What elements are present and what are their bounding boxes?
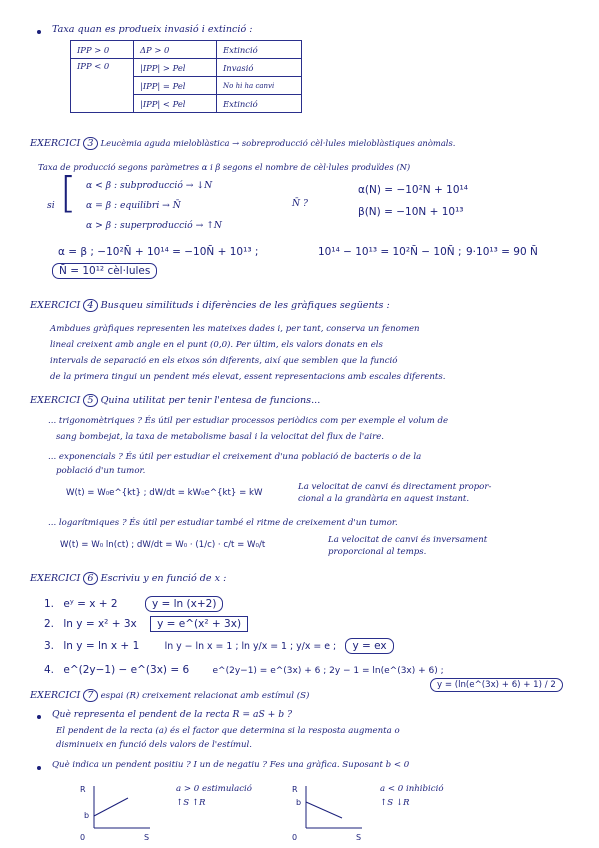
ex5-log-1: ... logarítmiques ? És útil per estudiar també el ritme de creixement d'un tumor. — [48, 518, 398, 528]
table-row — [71, 41, 302, 59]
ex3-calc-2: 10¹⁴ − 10¹³ = 10²N̄ − 10N̄ ; — [318, 246, 462, 258]
item-equation: e^(2y−1) − e^(3x) = 6 — [63, 664, 190, 676]
ex3-calc-1: α = β ; −10²N̄ + 10¹⁴ = −10N̄ + 10¹³ ; — [58, 246, 259, 258]
ex5-number: 5 — [83, 394, 97, 407]
table-cell: |IPP| = Pel — [134, 77, 217, 95]
axis-label-r: R — [80, 785, 86, 794]
ex7-title: espai (R) creixement relacionat amb estímul (S) — [100, 691, 310, 701]
response-line — [306, 802, 342, 818]
ex5-title: Quina utilitat per tenir l'entesa de funcions... — [100, 395, 321, 406]
ex3-calc-3: 9·10¹³ = 90 N̄ — [466, 246, 538, 258]
table-cell: IPP > 0 — [71, 41, 134, 59]
ex3-title: Leucèmia aguda mieloblàstica → sobreproducció cèl·lules mieloblàstiques anòmals. — [100, 138, 456, 148]
ex5-log-note-1: La velocitat de canvi és inversament — [328, 535, 488, 545]
graph-1-arrows: ↑S ↑R — [176, 798, 206, 808]
ex5-exp-note-2: cional a la grandària en aquest instant. — [298, 494, 470, 504]
item-equation: ln y = ln x + 1 — [63, 640, 140, 652]
ex3-result — [52, 265, 157, 277]
ex3-beta-eq: β(N) = −10N + 10¹³ — [358, 206, 464, 218]
table-cell: |IPP| < Pel — [134, 95, 217, 113]
ex6-heading: EXERCICI — [30, 573, 81, 584]
ex5-exp-eq: W(t) = W₀e^{kt} ; dW/dt = kW₀e^{kt} = kW — [66, 488, 263, 498]
ex5-trig-1: ... trigonomètriques ? És útil per estudiar processos periòdics com per exemple el volum de — [48, 416, 449, 426]
ex3-alpha-eq: α(N) = −10²N + 10¹⁴ — [358, 184, 468, 196]
table-cell: |IPP| > Pel — [134, 59, 217, 77]
axis-label-o: 0 — [80, 833, 86, 842]
ex6-item-3 — [44, 640, 394, 652]
table-cell: Extinció — [217, 41, 302, 59]
ex3-nbar: N̄ ? — [292, 198, 308, 209]
ex4-number: 4 — [83, 299, 97, 312]
ex5-exp-2: població d'un tumor. — [56, 466, 146, 476]
item-answer: y = (ln(e^(3x) + 6) + 1) / 2 — [430, 678, 563, 692]
axis-label-s: S — [144, 833, 150, 842]
ex6-item-2 — [44, 618, 248, 630]
graph-positive-slope — [74, 780, 154, 842]
item-steps: ln y − ln x = 1 ; ln y/x = 1 ; y/x = e ; — [164, 641, 337, 652]
table-cell: No hi ha canvi — [217, 77, 302, 95]
ex4-heading: EXERCICI — [30, 300, 81, 311]
left-brace: [ — [60, 168, 77, 217]
ex5-heading: EXERCICI — [30, 395, 81, 406]
axis-label-b: b — [296, 798, 302, 807]
item-number: 1. — [44, 598, 55, 610]
ex7-answer-1-1: El pendent de la recta (a) és el factor que determina si la resposta augmenta o — [56, 726, 400, 736]
bullet — [37, 30, 41, 34]
ex7-heading-line — [30, 690, 309, 701]
ex3-subtitle: Taxa de producció segons paràmetres α i β segons el nombre de cèl·lules produïdes (N) — [38, 162, 411, 172]
item-answer: y = e^(x² + 3x) — [150, 616, 248, 632]
table-row — [71, 59, 302, 77]
item-number: 4. — [44, 664, 55, 676]
response-line — [94, 798, 128, 816]
intro-text: Taxa quan es produeix invasió i extinció : — [52, 24, 253, 35]
ex4-body-3: intervals de separació en els eixos són diferents, així que semblen que la funció — [50, 356, 398, 366]
ex4-body-2: lineal creixent amb angle en el punt (0,0). Per últim, els valors donats en els — [50, 340, 383, 350]
table-cell: IPP < 0 — [71, 59, 134, 113]
ex5-trig-2: sang bombejat, la taxa de metabolisme basal i la velocitat del flux de l'aire. — [56, 432, 385, 442]
ex4-body-4: de la primera tingui un pendent més elevat, essent representacions amb escales diferents. — [50, 372, 446, 382]
axis-label-b: b — [84, 811, 90, 820]
bullet — [37, 766, 41, 770]
axis-label-r: R — [292, 785, 298, 794]
ex4-body-1: Ambdues gràfiques representen les mateixes dades i, per tant, conserva un fenomen — [50, 324, 420, 334]
bullet — [37, 715, 41, 719]
ex6-item-4-answer — [430, 680, 563, 690]
ex3-case-2: α = β : equilibri → N̄ — [86, 200, 181, 211]
ex7-question-2: Què indica un pendent positiu ? I un de negatiu ? Fes una gràfica. Suposant b < 0 — [52, 760, 410, 770]
graph-2-arrows: ↑S ↓R — [380, 798, 410, 808]
table-cell: Invasió — [217, 59, 302, 77]
ipp-table — [70, 40, 302, 113]
ex5-exp-note-1: La velocitat de canvi és directament propor- — [298, 482, 492, 492]
ex7-heading: EXERCICI — [30, 690, 81, 701]
ex7-answer-1-2: disminueix en funció dels valors de l'estímul. — [56, 740, 253, 750]
table-cell: Extinció — [217, 95, 302, 113]
ex6-item-1 — [44, 598, 223, 610]
ex7-question-1: Què representa el pendent de la recta R = aS + b ? — [52, 709, 293, 720]
ex5-heading-line — [30, 395, 320, 406]
item-number: 3. — [44, 640, 55, 652]
table-cell: ΔP > 0 — [134, 41, 217, 59]
graph-1-label: a > 0 estimulació — [176, 784, 252, 794]
ex4-heading-line — [30, 300, 390, 311]
ex4-title: Busqueu similituds i diferències de les gràfiques següents : — [100, 300, 390, 311]
ex3-case-1: α < β : subproducció → ↓N — [86, 180, 213, 191]
ex3-si: si — [47, 200, 55, 211]
ex3-number: 3 — [83, 137, 97, 150]
ex6-number: 6 — [83, 572, 97, 585]
ex3-result-box: N̄ = 10¹² cèl·lules — [52, 263, 157, 279]
axis-label-o: 0 — [292, 833, 298, 842]
ex5-exp-1: ... exponencials ? És útil per estudiar el creixement d'una població de bacteris o de la — [48, 452, 422, 462]
axis-label-s: S — [356, 833, 362, 842]
ex5-log-eq: W(t) = W₀ ln(ct) ; dW/dt = W₀ · (1/c) · c/t = W₀/t — [60, 540, 266, 550]
ex7-number: 7 — [83, 689, 97, 702]
ex3-heading-line — [30, 138, 455, 149]
ex3-heading: EXERCICI — [30, 138, 81, 149]
graph-negative-slope — [286, 780, 366, 842]
ex6-heading-line — [30, 573, 226, 584]
item-equation: ln y = x² + 3x — [63, 618, 137, 630]
item-steps: e^(2y−1) = e^(3x) + 6 ; 2y − 1 = ln(e^(3x) + 6) ; — [212, 666, 444, 676]
graph-2-label: a < 0 inhibició — [380, 784, 444, 794]
item-answer: y = ln (x+2) — [145, 596, 223, 612]
item-equation: eʸ = x + 2 — [63, 598, 118, 610]
ex5-log-note-2: proporcional al temps. — [328, 547, 427, 557]
ex6-title: Escriviu y en funció de x : — [100, 573, 227, 584]
item-number: 2. — [44, 618, 55, 630]
ex6-item-4 — [44, 664, 444, 676]
item-answer: y = ex — [345, 638, 393, 654]
ex3-case-3: α > β : superproducció → ↑N — [86, 220, 222, 231]
